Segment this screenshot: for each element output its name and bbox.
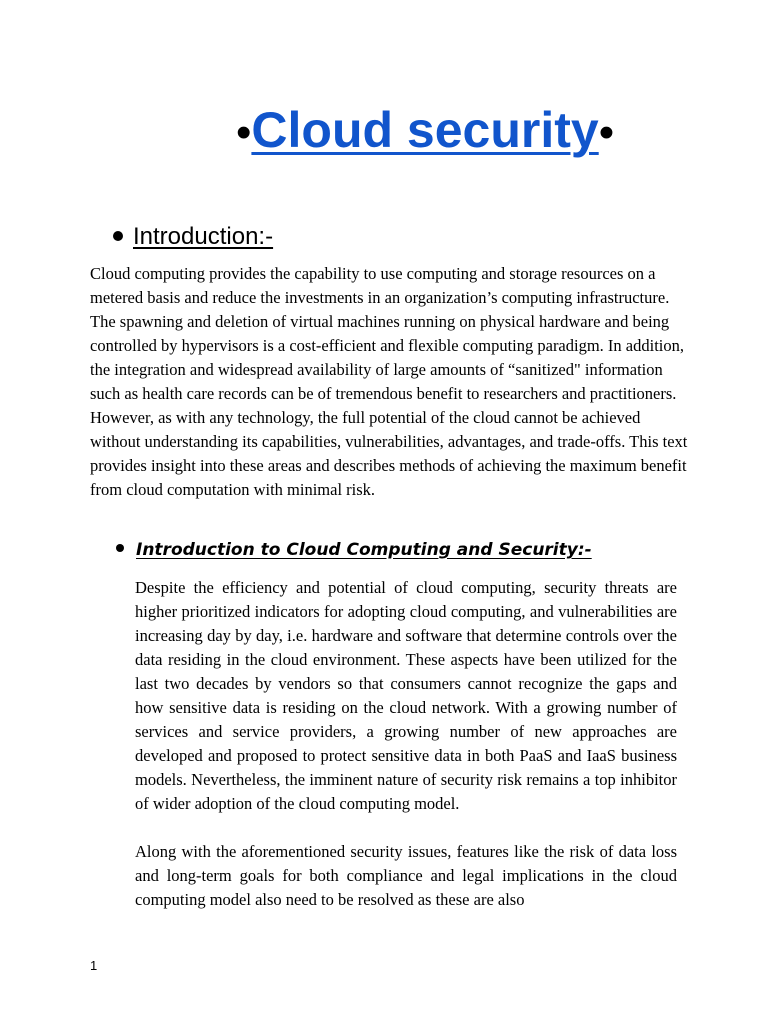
page-number: 1 bbox=[90, 958, 98, 973]
security-paragraph-1: Despite the efficiency and potential of cloud computing, security threats are higher prioritized indicators for adopting cloud computing, and vulnerabilities are increasing day by day, i.e. hardware and software that determine controls over the data residing in the cloud environment. These aspects have been utilized for the last two decades by vendors so that consumers cannot recognize the gaps and how sensitive data is residing on the cloud network. With a growing number of services and service providers, a growing number of new approaches are developed and proposed to protect sensitive data in both PaaS and IaaS business models. Nevertheless, the imminent nature of security risk remains a top inhibitor of wider adoption of the cloud computing model. bbox=[135, 578, 677, 813]
section-heading-text: Introduction:- bbox=[133, 223, 274, 250]
title-bullet-right: • bbox=[598, 108, 615, 157]
section-heading-introduction bbox=[113, 222, 273, 252]
title-bullet-left: • bbox=[236, 108, 252, 157]
introduction-paragraph: Cloud computing provides the capability to use computing and storage resources on a metered basis and reduce the investments in an organization’s computing infrastructure. The spawning and deletion of virtual machines running on physical hardware and being controlled by hypervisors is a cost-efficient and flexible computing paradigm. In addition, the integration and widespread availability of large amounts of “sanitized" information such as health care records can be of tremendous benefit to researchers and practitioners. However, as with any technology, the full potential of the cloud cannot be achieved without understanding its capabilities, vulnerabilities, advantages, and trade-offs. This text provides insight into these areas and describes methods of achieving the maximum benefit from cloud computation with minimal risk. bbox=[90, 264, 688, 499]
section-heading-cloud-computing-security bbox=[116, 537, 592, 563]
title-link[interactable]: Cloud security bbox=[251, 102, 599, 158]
bullet-icon bbox=[116, 544, 124, 552]
section-heading-text: Introduction to Cloud Computing and Security:- bbox=[136, 540, 592, 560]
bullet-icon bbox=[113, 231, 123, 241]
security-paragraph-2: Along with the aforementioned security issues, features like the risk of data loss and long-term goals for both compliance and legal implications in the cloud computing model also need to be resolved as these are also bbox=[135, 842, 677, 909]
